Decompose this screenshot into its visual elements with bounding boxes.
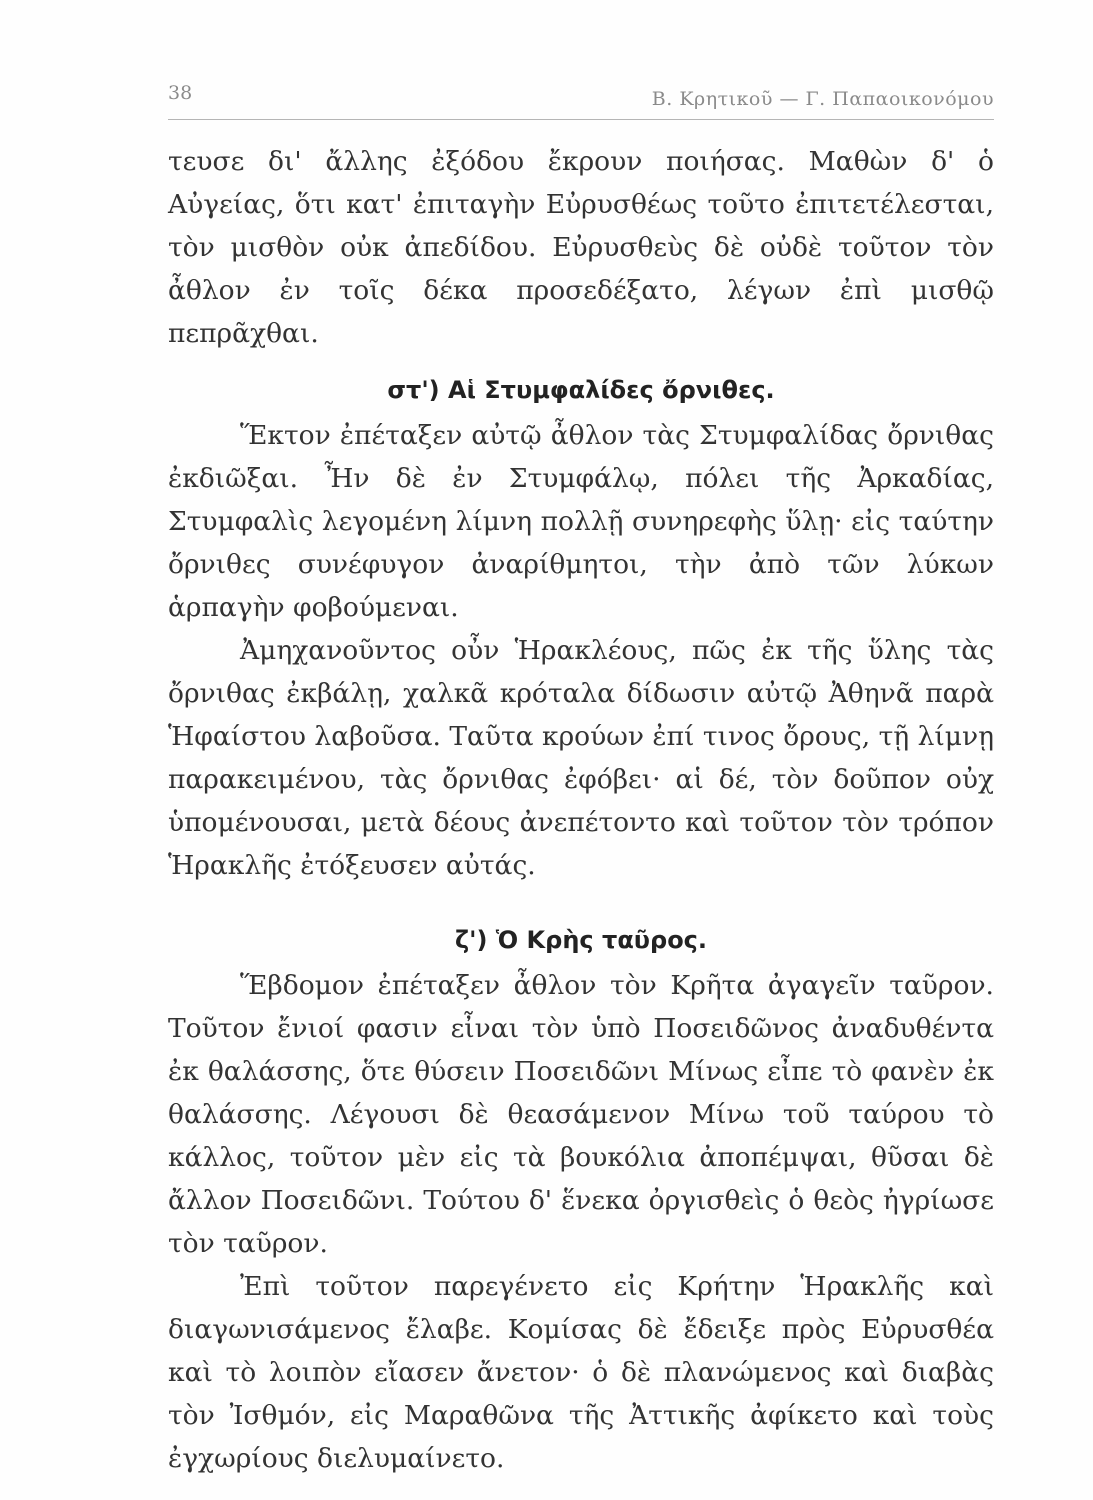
paragraph: Ἐπὶ τοῦτον παρεγένετο εἰς Κρήτην Ἡρακλῆς καὶ διαγωνισάμενος ἔλαβε. Κομίσας δὲ ἔδειξε πρὸς Εὐρυσθέα καὶ τὸ λοιπὸν εἴασεν ἄνετον· ὁ δὲ πλανώμενος καὶ διαβὰς τὸν Ἰσθμόν, εἰς Μαραθῶνα τῆς Ἀττικῆς ἀφίκετο καὶ τοὺς ἐγχωρίους διελυμαίνετο. xyxy=(168,1271,994,1474)
page-body xyxy=(168,140,994,1480)
intro-paragraph: τευσε δι' ἄλλης ἐξόδου ἔκρουν ποιήσας. Μαθὼν δ' ὁ Αὐγείας, ὅτι κατ' ἐπιταγὴν Εὐρυσθέως τοῦτο ἐπιτετέλεσται, τὸν μισθὸν οὐκ ἀπεδίδου. Εὐρυσθεὺς δὲ οὐδὲ τοῦτον τὸν ἆθλον ἐν τοῖς δέκα προσεδέξατο, λέγων ἐπὶ μισθῷ πεπρᾶχθαι. xyxy=(168,146,994,349)
paragraph: Ἀμηχανοῦντος οὖν Ἡρακλέους, πῶς ἐκ τῆς ὕλης τὰς ὄρνιθας ἐκβάλῃ, χαλκᾶ κρόταλα δίδωσιν αὐτῷ Ἀθηνᾶ παρὰ Ἡφαίστου λαβοῦσα. Ταῦτα κρούων ἐπί τινος ὄρους, τῇ λίμνῃ παρακειμένου, τὰς ὄρνιθας ἐφόβει· αἱ δέ, τὸν δοῦπον οὐχ ὑπομένουσαι, μετὰ δέους ἀνεπέτοντο καὶ τοῦτον τὸν τρόπον Ἡρακλῆς ἐτόξευσεν αὐτάς. xyxy=(168,635,994,881)
running-title: Β. Κρητικοῦ — Γ. Παπαοικονόμου xyxy=(651,88,994,110)
running-head xyxy=(168,82,994,112)
page-number: 38 xyxy=(168,82,193,104)
paragraph: Ἕκτον ἐπέταξεν αὐτῷ ἆθλον τὰς Στυμφαλίδας ὄρνιθας ἐκδιῶξαι. Ἦν δὲ ἐν Στυμφάλῳ, πόλει τῆς Ἀρκαδίας, Στυμφαλὶς λεγομένη λίμνη πολλῇ συνηρεφὴς ὕλῃ· εἰς ταύτην ὄρνιθες συνέφυγον ἀναρίθμητοι, τὴν ἀπὸ τῶν λύκων ἁρπαγὴν φοβούμεναι. xyxy=(168,420,994,623)
section-heading-stymphalian-birds: στ') Αἱ Στυμφαλίδες ὄρνιθες. xyxy=(387,376,775,404)
header-rule xyxy=(168,119,994,120)
section-heading-cretan-bull: ζ') Ὁ Κρὴς ταῦρος. xyxy=(454,926,708,954)
paragraph: Ἕβδομον ἐπέταξεν ἆθλον τὸν Κρῆτα ἀγαγεῖν ταῦρον. Τοῦτον ἔνιοί φασιν εἶναι τὸν ὑπὸ Ποσειδῶνος ἀναδυθέντα ἐκ θαλάσσης, ὅτε θύσειν Ποσειδῶνι Μίνως εἶπε τὸ φανὲν ἐκ θαλάσσης. Λέγουσι δὲ θεασάμενον Μίνω τοῦ ταύρου τὸ κάλλος, τοῦτον μὲν εἰς τὰ βουκόλια ἀποπέμψαι, θῦσαι δὲ ἄλλον Ποσειδῶνι. Τούτου δ' ἕνεκα ὀργισθεὶς ὁ θεὸς ἠγρίωσε τὸν ταῦρον. xyxy=(168,970,994,1259)
